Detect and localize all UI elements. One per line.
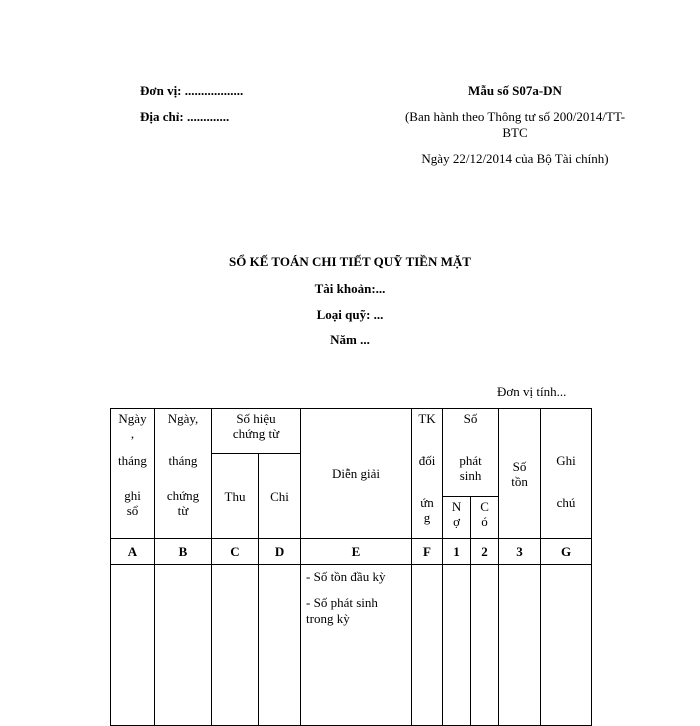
table-cell[interactable] — [541, 565, 592, 726]
col-date-record-header: Ngày , tháng ghi sổ — [111, 409, 155, 539]
letter-cell: 2 — [471, 539, 499, 565]
table-cell[interactable] — [111, 565, 155, 726]
col-note-header: Ghi chú — [541, 409, 592, 539]
col-debit-header: N ợ — [443, 497, 471, 539]
col-account-header: TK đối ứn g — [412, 409, 443, 539]
col-arising-header: Số phát sinh — [443, 409, 499, 497]
table-cell[interactable] — [499, 565, 541, 726]
fund-type-label: Loại quỹ: ... — [316, 307, 384, 322]
letter-cell: B — [155, 539, 212, 565]
issued-note — [392, 109, 638, 141]
arising-label: - Số phát sinh trong kỳ — [306, 595, 378, 626]
table-cell[interactable] — [155, 565, 212, 726]
column-letter-row — [111, 539, 592, 565]
letter-cell: E — [301, 539, 412, 565]
year-label: Năm ... — [330, 332, 370, 347]
description-cell[interactable] — [301, 565, 412, 726]
col-date-voucher-header: Ngày, tháng chứng từ — [155, 409, 212, 539]
form-code: Mẫu số S07a-DN — [468, 83, 562, 98]
table-cell[interactable] — [443, 565, 471, 726]
opening-balance-label: - Số tồn đầu kỳ — [306, 569, 386, 584]
col-receipt-header: Thu — [212, 454, 259, 539]
issued-date: Ngày 22/12/2014 của Bộ Tài chính) — [421, 151, 609, 166]
col-balance-header: Số tồn — [499, 409, 541, 539]
table-cell[interactable] — [412, 565, 443, 726]
letter-cell: C — [212, 539, 259, 565]
table-cell[interactable] — [471, 565, 499, 726]
letter-cell: G — [541, 539, 592, 565]
table-row — [111, 565, 592, 726]
unit-label: Đơn vị: .................. — [140, 83, 244, 98]
col-payment-header: Chi — [259, 454, 301, 539]
col-credit-header: C ó — [471, 497, 499, 539]
header-row-1 — [111, 409, 592, 454]
col-voucher-no-header: Số hiệu chứng từ — [212, 409, 301, 454]
letter-cell: 1 — [443, 539, 471, 565]
ledger-title: SỔ KẾ TOÁN CHI TIẾT QUỸ TIỀN MẶT — [229, 254, 471, 269]
letter-cell: D — [259, 539, 301, 565]
address-label: Địa chỉ: ............. — [140, 109, 230, 124]
col-description-header: Diễn giải — [301, 409, 412, 539]
letter-cell: 3 — [499, 539, 541, 565]
letter-cell: F — [412, 539, 443, 565]
letter-cell: A — [111, 539, 155, 565]
account-label: Tài khoản:... — [314, 281, 386, 296]
cash-ledger-table — [110, 408, 592, 726]
issued-note-line2: BTC — [502, 125, 528, 140]
table-cell[interactable] — [259, 565, 301, 726]
table-cell[interactable] — [212, 565, 259, 726]
issued-note-line1: (Ban hành theo Thông tư số 200/2014/TT- — [404, 109, 626, 124]
unit-of-measure: Đơn vị tính... — [497, 384, 567, 399]
